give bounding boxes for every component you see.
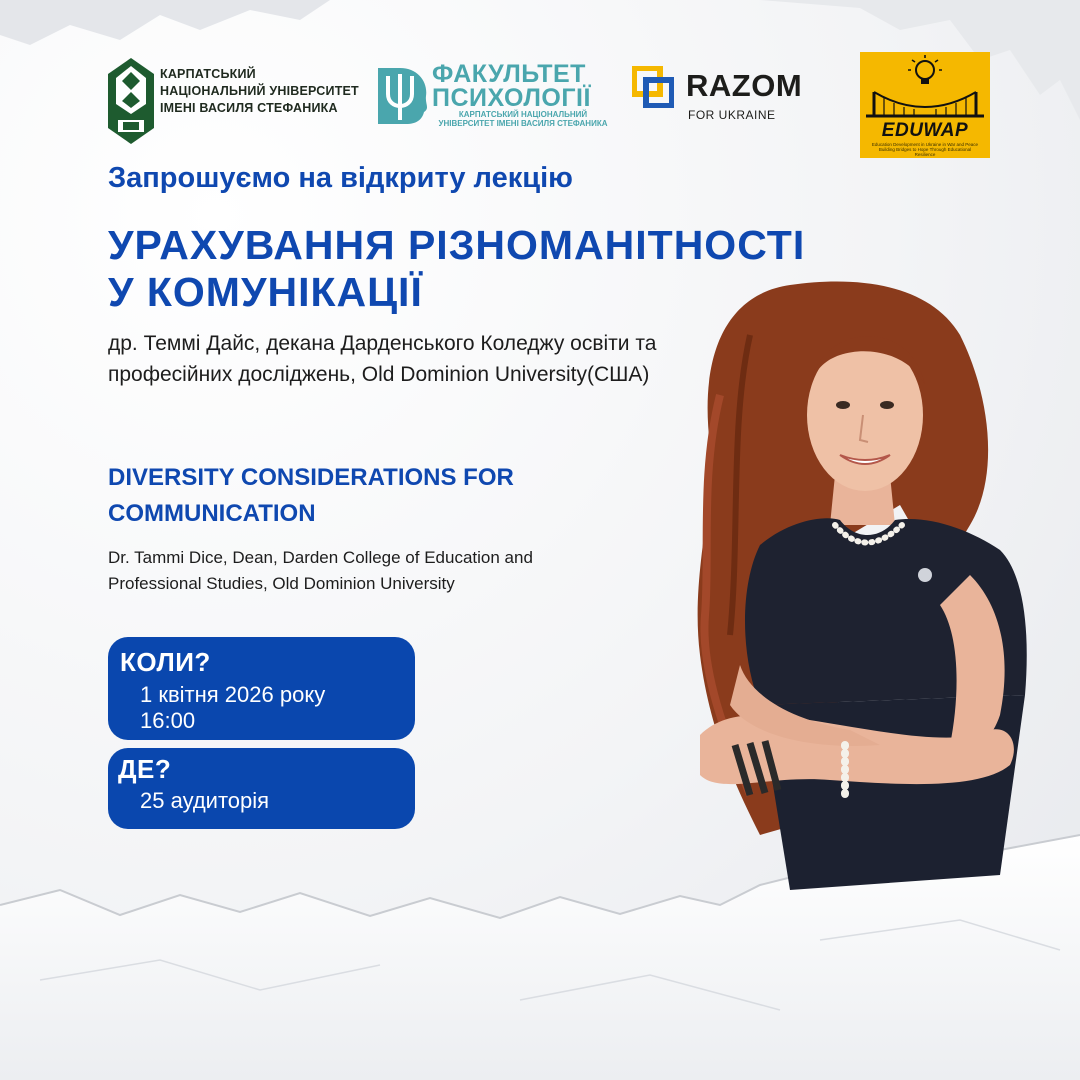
invitation-heading: Запрошуємо на відкриту лекцію xyxy=(108,162,573,194)
where-box xyxy=(108,748,415,829)
faculty-name-line: ФАКУЛЬТЕТ xyxy=(432,60,586,88)
razom-wordmark: RAZOM xyxy=(686,68,803,103)
lecture-title-line: УРАХУВАННЯ РІЗНОМАНІТНОСТІ xyxy=(108,222,806,268)
eduwap-wordmark: EDUWAP xyxy=(881,120,969,141)
psychology-faculty-logo xyxy=(370,60,608,132)
eduwap-tagline xyxy=(868,142,982,157)
razom-squares-icon xyxy=(632,66,674,108)
speaker-description-ua: др. Теммі Дайс, декана Дарденського Коледжу освіти та професійних досліджень, Old Dominion University(США) xyxy=(108,332,657,386)
university-name-line: ІМЕНІ ВАСИЛЯ СТЕФАНИКА xyxy=(160,101,338,115)
when-box xyxy=(108,637,415,740)
razom-logo xyxy=(632,66,822,128)
speaker-description-en: Dr. Tammi Dice, Dean, Darden College of Education and Professional Studies, Old Dominion University xyxy=(108,548,533,593)
faculty-subtitle-line: УНІВЕРСИТЕТ ІМЕНІ ВАСИЛЯ СТЕФАНИКА xyxy=(438,119,608,128)
razom-tagline: FOR UKRAINE xyxy=(688,108,776,122)
faculty-name-line: ПСИХОЛОГІЇ xyxy=(432,84,591,112)
university-name xyxy=(160,66,360,117)
university-name-line: КАРПАТСЬКИЙ xyxy=(160,67,256,81)
eduwap-tagline-line: Education Development in Ukraine in War and Peace xyxy=(871,142,979,147)
university-emblem-icon xyxy=(108,58,154,144)
lecture-title-line: У КОМУНІКАЦІЇ xyxy=(108,269,423,315)
lecture-title-en-line: COMMUNICATION xyxy=(108,500,316,527)
event-time: 16:00 xyxy=(140,708,196,733)
faculty-subtitle xyxy=(438,110,608,128)
eduwap-tagline-line: Building Bridges to Hope Through Educational Resilience xyxy=(878,147,972,157)
speaker-photo xyxy=(640,275,1060,900)
eduwap-logo xyxy=(860,52,990,158)
lecture-title-en-line: DIVERSITY CONSIDERATIONS FOR xyxy=(108,464,514,491)
lecture-title-en xyxy=(108,460,608,532)
university-name-line: НАЦІОНАЛЬНИЙ УНІВЕРСИТЕТ xyxy=(160,84,359,98)
psi-head-icon xyxy=(370,64,430,128)
when-label: КОЛИ? xyxy=(120,647,211,677)
faculty-subtitle-line: КАРПАТСЬКИЙ НАЦІОНАЛЬНИЙ xyxy=(458,110,588,119)
university-logo xyxy=(108,58,358,148)
event-location: 25 аудиторія xyxy=(140,788,270,813)
faculty-name xyxy=(432,62,591,110)
where-label: ДЕ? xyxy=(118,754,172,784)
event-date: 1 квітня 2026 року xyxy=(140,682,326,707)
